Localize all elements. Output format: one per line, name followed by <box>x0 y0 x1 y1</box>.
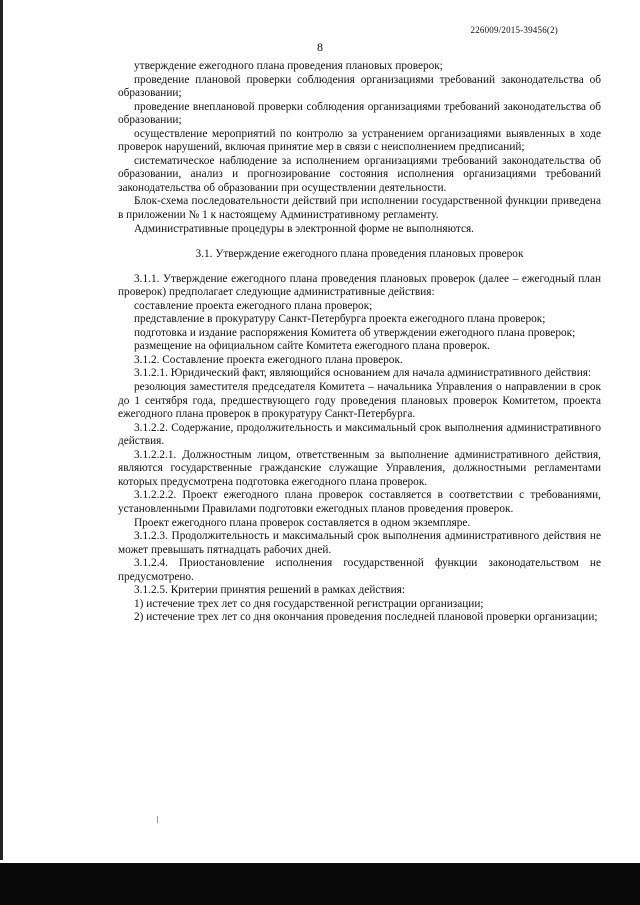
paragraph: Блок-схема последовательности действий при исполнении государственной функции приведена в приложении № 1 к настоящему Административному регламенту. <box>118 195 601 222</box>
paragraph: утверждение ежегодного плана проведения плановых проверок; <box>134 60 443 72</box>
scan-bottom-band <box>0 863 640 905</box>
paragraph: осуществление мероприятий по контролю за устранением организациями выявленных в ходе проверок нарушений, включая принятие мер в связи с неисполнением предписаний; <box>118 127 601 154</box>
paragraph: 3.1.2.2. Содержание, продолжительность и максимальный срок выполнения административного действия. <box>118 421 601 448</box>
paragraph: 2) истечение трех лет со дня окончания проведения последней плановой проверки организации; <box>134 611 598 624</box>
paragraph: 3.1.2.4. Приостановление исполнения государственной функции законодательством не предусмотрено. <box>118 557 601 583</box>
paragraph: Административные процедуры в электронной форме не выполняются. <box>134 222 474 235</box>
paragraph: представление в прокуратуру Санкт-Петербурга проекта ежегодного плана проверок; <box>134 313 546 326</box>
paragraph: 3.1.2.2.2. Проект ежегодного плана проверок составляется в соответствии с требованиями, установленными Правилами подготовки ежегодных планов проведения проверок. <box>118 489 601 515</box>
scan-artifact <box>157 816 158 823</box>
paragraph: 1) истечение трех лет со дня государственной регистрации организации; <box>134 597 484 610</box>
paragraph: резолюция заместителя председателя Комитета – начальника Управления о направлении в срок до 1 сентября года, предшествующего году проведения плановых проверок Комитетом, проекта ежегодного плана проверок в прокуратуру Санкт-Петербурга. <box>118 381 601 421</box>
paragraph: составление проекта ежегодного плана проверок; <box>134 299 373 312</box>
paragraph: 3.1.2.5. Критерии принятия решений в рамках действия: <box>134 584 406 597</box>
paragraph: систематическое наблюдение за исполнением организациями требований законодательства об образовании, анализ и прогнозирование состояния исполнения организациями требований законодательства об образовании при осуществлении деятельности. <box>118 154 601 194</box>
paragraph: подготовка и издание распоряжения Комитета об утверждении ежегодного плана проверок; <box>134 326 576 339</box>
section-heading: 3.1. Утверждение ежегодного плана проведения плановых проверок <box>195 248 524 261</box>
paragraph: размещение на официальном сайте Комитета ежегодного плана проверок. <box>134 340 491 353</box>
scan-left-edge <box>0 0 3 860</box>
paragraph: проведение внеплановой проверки соблюдения организациями требований законодательства об образовании; <box>118 100 601 127</box>
paragraph: 3.1.2. Составление проекта ежегодного плана проверок. <box>134 353 403 366</box>
document-registration-number: 226009/2015-39456(2) <box>470 25 558 35</box>
paragraph: Проект ежегодного плана проверок составляется в одном экземпляре. <box>134 516 471 529</box>
paragraph: проведение плановой проверки соблюдения организациями требований законодательства об образовании; <box>118 73 601 100</box>
document-body <box>118 60 601 625</box>
paragraph: 3.1.2.1. Юридический факт, являющийся основанием для начала административного действия: <box>134 367 592 380</box>
paragraph: 3.1.2.2.1. Должностным лицом, ответственным за выполнение административного действия, являются государственные гражданские служащие Управления, должностными регламентами которых предусмотрена подготовка ежегодного плана проверок. <box>118 448 601 488</box>
paragraph: 3.1.1. Утверждение ежегодного плана проведения плановых проверок (далее – ежегодный план проверок) предполагает следующие административные действия: <box>118 272 601 299</box>
page-number: 8 <box>317 40 323 54</box>
paragraph: 3.1.2.3. Продолжительность и максимальный срок выполнения административного действия не может превышать пятнадцать рабочих дней. <box>118 530 601 556</box>
